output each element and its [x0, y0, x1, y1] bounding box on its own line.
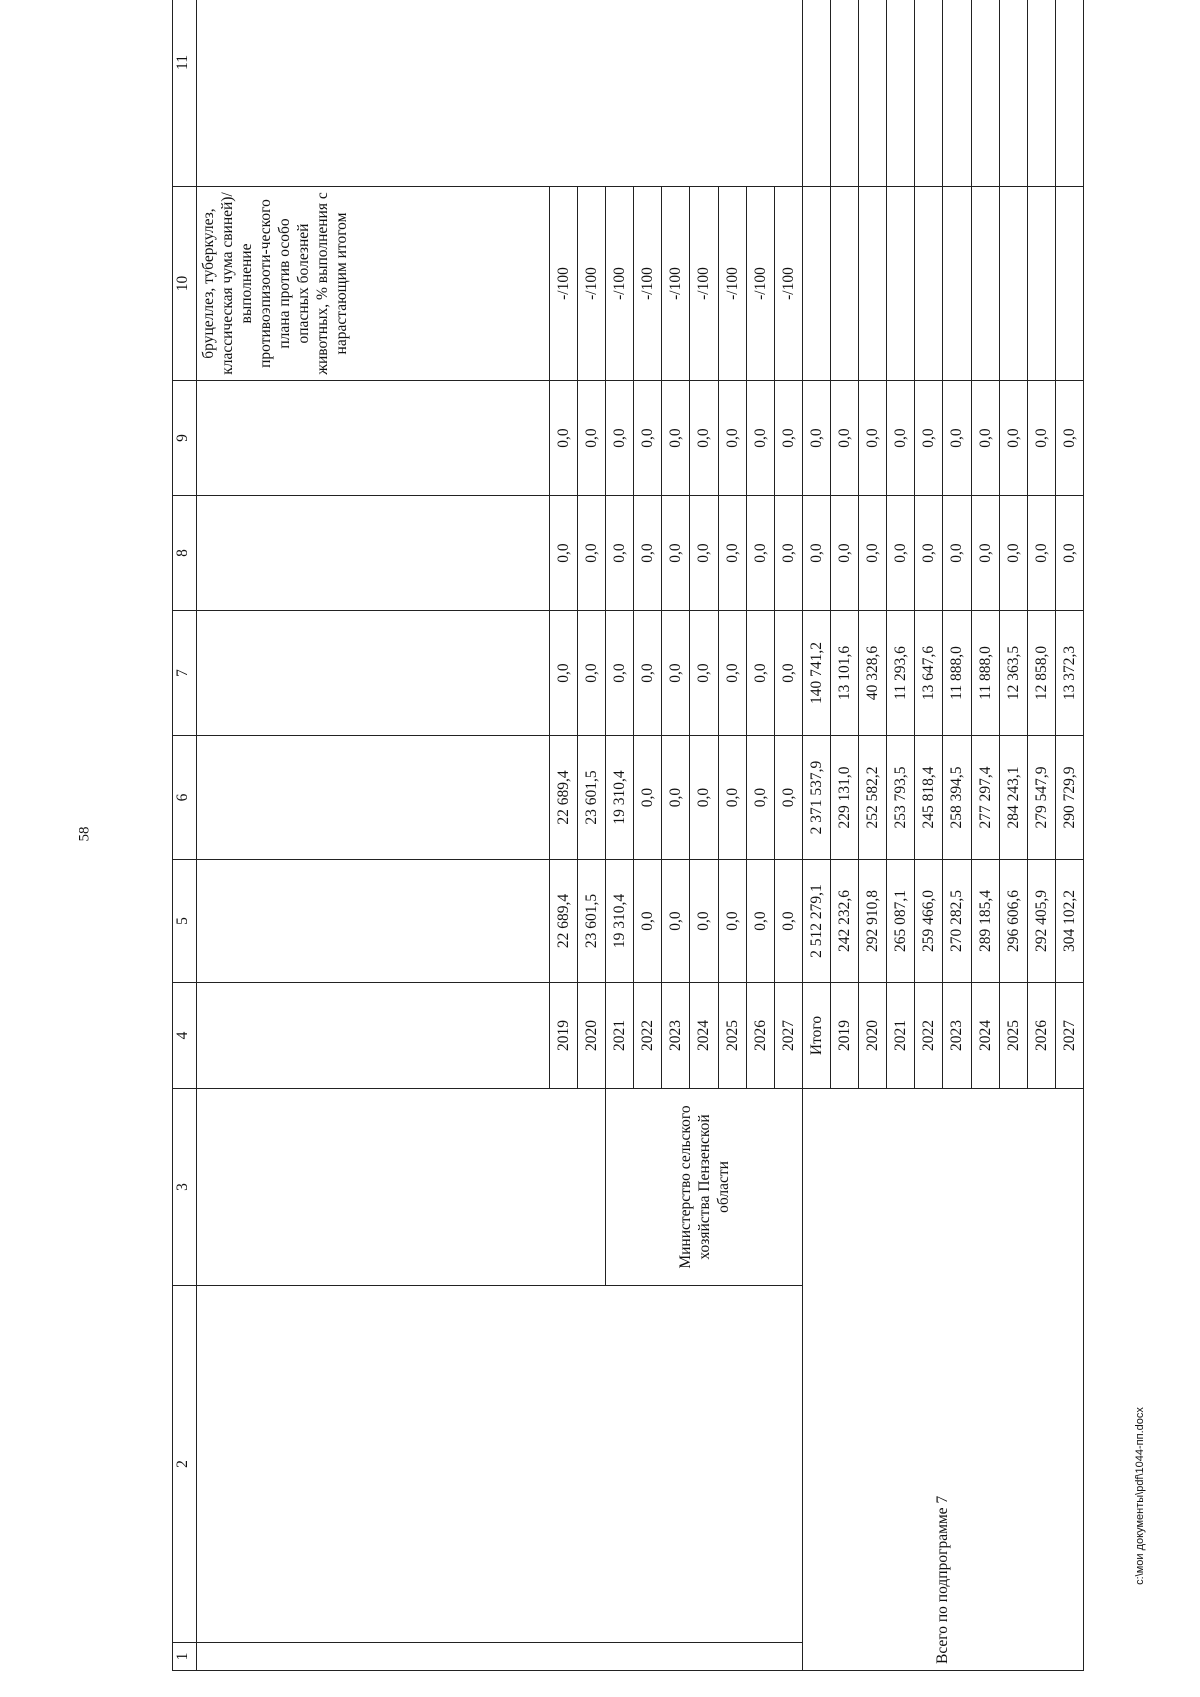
value-cell: 0,0 — [577, 381, 605, 496]
value-cell: 19 310,4 — [606, 860, 634, 983]
year-cell: 2023 — [662, 983, 690, 1089]
empty-cell — [915, 0, 943, 187]
empty-cell — [196, 860, 549, 983]
value-cell: 0,0 — [802, 496, 830, 611]
value-cell: 0,0 — [690, 381, 718, 496]
value-cell: 2 512 279,1 — [802, 860, 830, 983]
column-number: 8 — [173, 496, 197, 611]
year-cell: 2020 — [577, 983, 605, 1089]
value-cell: 13 372,3 — [1055, 611, 1083, 736]
value-cell: 284 243,1 — [999, 736, 1027, 860]
value-cell: 259 466,0 — [915, 860, 943, 983]
value-cell: 290 729,9 — [1055, 736, 1083, 860]
value-cell: 40 328,6 — [859, 611, 887, 736]
value-cell: 0,0 — [606, 381, 634, 496]
value-cell: 258 394,5 — [943, 736, 971, 860]
empty-cell — [1027, 187, 1055, 381]
empty-cell — [943, 187, 971, 381]
value-cell: 0,0 — [746, 496, 774, 611]
value-cell: 0,0 — [606, 611, 634, 736]
value-cell: 11 888,0 — [971, 611, 999, 736]
value-cell: 0,0 — [830, 496, 858, 611]
value-cell: 11 888,0 — [943, 611, 971, 736]
value-cell: 23 601,5 — [577, 860, 605, 983]
value-cell: 0,0 — [859, 381, 887, 496]
year-cell: 2022 — [915, 983, 943, 1089]
value-cell: 0,0 — [1027, 496, 1055, 611]
empty-cell — [999, 0, 1027, 187]
value-cell: 292 910,8 — [859, 860, 887, 983]
value-cell: 0,0 — [746, 736, 774, 860]
empty-cell — [830, 0, 858, 187]
empty-cell — [549, 0, 802, 187]
value-cell: 0,0 — [746, 611, 774, 736]
empty-cell — [196, 1643, 549, 1671]
value-cell: 0,0 — [718, 381, 746, 496]
empty-cell — [196, 983, 549, 1089]
empty-cell — [887, 187, 915, 381]
value-cell: 0,0 — [634, 736, 662, 860]
value-cell: -/100 — [690, 187, 718, 381]
value-cell: 0,0 — [1055, 496, 1083, 611]
table-row — [802, 0, 830, 1671]
ministry-cell: Министерство сельского хозяйства Пензенской области — [606, 1089, 803, 1286]
value-cell: 0,0 — [971, 496, 999, 611]
value-cell: -/100 — [774, 187, 802, 381]
value-cell: 140 741,2 — [802, 611, 830, 736]
year-cell: 2027 — [1055, 983, 1083, 1089]
value-cell: 277 297,4 — [971, 736, 999, 860]
empty-cell — [859, 0, 887, 187]
year-cell: 2024 — [971, 983, 999, 1089]
value-cell: -/100 — [746, 187, 774, 381]
value-cell: 23 601,5 — [577, 736, 605, 860]
indicator-text: бруцеллез, туберкулез, классическая чума свиней)/ выполнение противоэпизооти-ческого плана против особо опасных болезней животных, % выполнения с нарастающим итогом — [196, 187, 549, 381]
column-number: 4 — [173, 983, 197, 1089]
rotated-table-wrapper — [172, 39, 1084, 1671]
value-cell: 0,0 — [774, 860, 802, 983]
year-cell: 2027 — [774, 983, 802, 1089]
value-cell: 0,0 — [915, 381, 943, 496]
year-cell: 2025 — [718, 983, 746, 1089]
year-cell: 2024 — [690, 983, 718, 1089]
value-cell: 0,0 — [634, 496, 662, 611]
value-cell: 11 293,6 — [887, 611, 915, 736]
value-cell: 0,0 — [662, 496, 690, 611]
empty-cell — [859, 187, 887, 381]
value-cell: 22 689,4 — [549, 860, 577, 983]
empty-cell — [943, 0, 971, 187]
empty-cell — [549, 1089, 605, 1286]
value-cell: -/100 — [549, 187, 577, 381]
value-cell: 0,0 — [943, 381, 971, 496]
empty-cell — [999, 187, 1027, 381]
value-cell: 0,0 — [662, 381, 690, 496]
value-cell: 12 858,0 — [1027, 611, 1055, 736]
value-cell: 0,0 — [774, 381, 802, 496]
value-cell: 0,0 — [549, 496, 577, 611]
value-cell: 265 087,1 — [887, 860, 915, 983]
table-row — [549, 0, 577, 1671]
column-number: 6 — [173, 736, 197, 860]
value-cell: -/100 — [662, 187, 690, 381]
value-cell: 0,0 — [718, 736, 746, 860]
value-cell: 245 818,4 — [915, 736, 943, 860]
empty-cell — [971, 187, 999, 381]
value-cell: 22 689,4 — [549, 736, 577, 860]
value-cell: 0,0 — [746, 860, 774, 983]
value-cell: 292 405,9 — [1027, 860, 1055, 983]
value-cell: 0,0 — [634, 611, 662, 736]
value-cell: 0,0 — [718, 860, 746, 983]
empty-cell — [549, 1286, 802, 1643]
empty-cell — [802, 187, 830, 381]
value-cell: 0,0 — [690, 496, 718, 611]
value-cell: -/100 — [577, 187, 605, 381]
column-number: 1 — [173, 1643, 197, 1671]
value-cell: 0,0 — [549, 381, 577, 496]
value-cell: 0,0 — [577, 496, 605, 611]
value-cell: 0,0 — [634, 381, 662, 496]
value-cell: 0,0 — [774, 611, 802, 736]
value-cell: 0,0 — [718, 496, 746, 611]
value-cell: 0,0 — [690, 860, 718, 983]
value-cell: -/100 — [606, 187, 634, 381]
column-number: 2 — [173, 1286, 197, 1643]
year-cell: 2019 — [830, 983, 858, 1089]
value-cell: 0,0 — [690, 736, 718, 860]
year-cell: Итого — [802, 983, 830, 1089]
column-number: 7 — [173, 611, 197, 736]
value-cell: -/100 — [718, 187, 746, 381]
value-cell: 0,0 — [634, 860, 662, 983]
value-cell: 0,0 — [662, 611, 690, 736]
value-cell: 12 363,5 — [999, 611, 1027, 736]
empty-cell — [915, 187, 943, 381]
empty-cell — [196, 0, 549, 187]
column-number: 10 — [173, 187, 197, 381]
value-cell: 289 185,4 — [971, 860, 999, 983]
value-cell: 2 371 537,9 — [802, 736, 830, 860]
value-cell: 0,0 — [887, 381, 915, 496]
value-cell: 304 102,2 — [1055, 860, 1083, 983]
year-cell: 2021 — [606, 983, 634, 1089]
value-cell: 0,0 — [859, 496, 887, 611]
empty-cell — [1055, 0, 1083, 187]
empty-cell — [1027, 0, 1055, 187]
value-cell: 0,0 — [971, 381, 999, 496]
value-cell: 0,0 — [915, 496, 943, 611]
value-cell: 0,0 — [1027, 381, 1055, 496]
empty-cell — [196, 611, 549, 736]
value-cell: 13 647,6 — [915, 611, 943, 736]
value-cell: 296 606,6 — [999, 860, 1027, 983]
column-number: 3 — [173, 1089, 197, 1286]
value-cell: 0,0 — [830, 381, 858, 496]
year-cell: 2025 — [999, 983, 1027, 1089]
value-cell: 0,0 — [887, 496, 915, 611]
value-cell: 0,0 — [1055, 381, 1083, 496]
value-cell: 0,0 — [549, 611, 577, 736]
year-cell: 2022 — [634, 983, 662, 1089]
value-cell: 0,0 — [999, 496, 1027, 611]
empty-cell — [196, 1089, 549, 1286]
empty-cell — [196, 1286, 549, 1643]
column-number: 9 — [173, 381, 197, 496]
continuation-row — [196, 0, 549, 1671]
empty-cell — [196, 736, 549, 860]
value-cell: 0,0 — [662, 736, 690, 860]
year-cell: 2026 — [1027, 983, 1055, 1089]
empty-cell — [196, 496, 549, 611]
empty-cell — [830, 187, 858, 381]
total-label: Всего по подпрограмме 7 — [802, 1089, 1083, 1671]
value-cell: 0,0 — [746, 381, 774, 496]
value-cell: 0,0 — [802, 381, 830, 496]
value-cell: 0,0 — [662, 860, 690, 983]
empty-cell — [1055, 187, 1083, 381]
budget-table — [172, 0, 1084, 1671]
value-cell: 252 582,2 — [859, 736, 887, 860]
value-cell: 279 547,9 — [1027, 736, 1055, 860]
column-number: 5 — [173, 860, 197, 983]
value-cell: 253 793,5 — [887, 736, 915, 860]
value-cell: 13 101,6 — [830, 611, 858, 736]
empty-cell — [196, 381, 549, 496]
empty-cell — [971, 0, 999, 187]
empty-cell — [887, 0, 915, 187]
value-cell: 0,0 — [718, 611, 746, 736]
year-cell: 2020 — [859, 983, 887, 1089]
value-cell: 0,0 — [577, 611, 605, 736]
year-cell: 2021 — [887, 983, 915, 1089]
empty-cell — [606, 1643, 803, 1671]
value-cell: 0,0 — [690, 611, 718, 736]
column-number-row — [173, 0, 197, 1671]
value-cell: 0,0 — [943, 496, 971, 611]
value-cell: 0,0 — [999, 381, 1027, 496]
year-cell: 2023 — [943, 983, 971, 1089]
value-cell: -/100 — [634, 187, 662, 381]
value-cell: 0,0 — [606, 496, 634, 611]
footer-file-path: c:\мои документы\pdf\1044-пп.docx — [1134, 1407, 1146, 1585]
year-cell: 2026 — [746, 983, 774, 1089]
value-cell: 0,0 — [774, 736, 802, 860]
value-cell: 242 232,6 — [830, 860, 858, 983]
value-cell: 0,0 — [774, 496, 802, 611]
year-cell: 2019 — [549, 983, 577, 1089]
column-number: 11 — [173, 0, 197, 187]
value-cell: 19 310,4 — [606, 736, 634, 860]
empty-cell — [549, 1643, 605, 1671]
value-cell: 229 131,0 — [830, 736, 858, 860]
empty-cell — [802, 0, 830, 187]
page-number: 58 — [76, 826, 93, 842]
value-cell: 270 282,5 — [943, 860, 971, 983]
